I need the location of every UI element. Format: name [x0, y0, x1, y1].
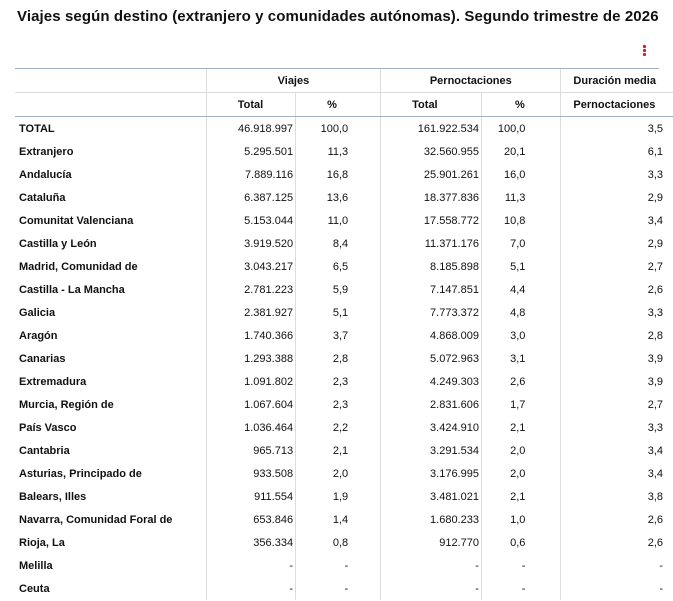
table-row	[15, 278, 673, 301]
cell-pernoct-pct: 2,6	[481, 370, 560, 393]
cell-duracion-media: -	[561, 577, 673, 600]
cell-duracion-media: 3,4	[561, 462, 673, 485]
header-viajes-pct: %	[296, 93, 381, 117]
cell-pernoct-pct: 4,4	[481, 278, 560, 301]
header-duracion-pernoct: Pernoctaciones	[561, 93, 673, 117]
table-row	[15, 508, 673, 531]
row-label: Madrid, Comunidad de	[19, 260, 138, 273]
cell-pernoct-total: 32.560.955	[381, 140, 482, 163]
cell-viajes-total: -	[206, 577, 295, 600]
cell-pernoct-total: 11.371.176	[381, 232, 482, 255]
header-viajes-total: Total	[206, 93, 295, 117]
row-label: Castilla - La Mancha	[19, 283, 125, 296]
cell-pernoct-pct: 2,1	[481, 416, 560, 439]
row-label: Cataluña	[19, 191, 66, 204]
cell-pernoct-pct: 100,0	[481, 117, 560, 141]
cell-viajes-pct: 1,9	[296, 485, 381, 508]
cell-pernoct-pct: 4,8	[481, 301, 560, 324]
cell-viajes-pct: 5,9	[296, 278, 381, 301]
header-empty	[15, 69, 206, 93]
cell-viajes-total: 965.713	[206, 439, 295, 462]
header-empty-sub	[15, 93, 206, 117]
table-row	[15, 163, 673, 186]
cell-duracion-media: 2,8	[561, 324, 673, 347]
cell-pernoct-total: 912.770	[381, 531, 482, 554]
cell-pernoct-pct: 5,1	[481, 255, 560, 278]
cell-pernoct-pct: 2,1	[481, 485, 560, 508]
cell-pernoct-pct: -	[481, 554, 560, 577]
header-duracion-media: Duración media	[561, 69, 673, 93]
cell-duracion-media: 2,6	[561, 508, 673, 531]
cell-pernoct-total: 18.377.836	[381, 186, 482, 209]
cell-pernoct-total: 4.868.009	[381, 324, 482, 347]
cell-pernoct-pct: -	[481, 577, 560, 600]
table-row	[15, 462, 673, 485]
cell-viajes-total: 5.153.044	[206, 209, 295, 232]
cell-pernoct-pct: 20,1	[481, 140, 560, 163]
cell-pernoct-total: -	[381, 577, 482, 600]
row-label: Extranjero	[19, 145, 74, 158]
row-label: Andalucía	[19, 168, 72, 181]
table-row	[15, 140, 673, 163]
cell-duracion-media: 6,1	[561, 140, 673, 163]
cell-viajes-pct: 8,4	[296, 232, 381, 255]
row-label: Rioja, La	[19, 536, 65, 549]
cell-duracion-media: 2,6	[561, 278, 673, 301]
cell-pernoct-pct: 1,7	[481, 393, 560, 416]
row-label: Cantabria	[19, 444, 70, 457]
cell-viajes-pct: 16,8	[296, 163, 381, 186]
header-row-sub	[15, 93, 673, 117]
cell-pernoct-total: 7.147.851	[381, 278, 482, 301]
cell-pernoct-total: 3.424.910	[381, 416, 482, 439]
cell-viajes-pct: 2,0	[296, 462, 381, 485]
cell-viajes-total: 7.889.116	[206, 163, 295, 186]
table-row	[15, 531, 673, 554]
row-label: Murcia, Región de	[19, 398, 114, 411]
cell-viajes-total: 3.919.520	[206, 232, 295, 255]
header-viajes: Viajes	[206, 69, 380, 93]
cell-pernoct-pct: 7,0	[481, 232, 560, 255]
table-row	[15, 186, 673, 209]
cell-viajes-pct: 100,0	[296, 117, 381, 141]
cell-duracion-media: 2,6	[561, 531, 673, 554]
cell-pernoct-total: 3.481.021	[381, 485, 482, 508]
table-row	[15, 255, 673, 278]
table-row	[15, 577, 673, 600]
row-label: Extremadura	[19, 375, 87, 388]
row-label: Galicia	[19, 306, 56, 319]
table-row	[15, 416, 673, 439]
table-row	[15, 485, 673, 508]
cell-duracion-media: 2,9	[561, 186, 673, 209]
cell-viajes-total: 2.381.927	[206, 301, 295, 324]
page-title: Viajes según destino (extranjero y comunidades autónomas). Segundo trimestre de 2026	[17, 8, 659, 25]
cell-pernoct-total: 25.901.261	[381, 163, 482, 186]
table-row	[15, 393, 673, 416]
row-label: País Vasco	[19, 421, 77, 434]
cell-pernoct-total: 2.831.606	[381, 393, 482, 416]
cell-viajes-total: 6.387.125	[206, 186, 295, 209]
cell-viajes-total: -	[206, 554, 295, 577]
cell-viajes-pct: 11,3	[296, 140, 381, 163]
cell-pernoct-total: 8.185.898	[381, 255, 482, 278]
row-label: Canarias	[19, 352, 66, 365]
cell-pernoct-pct: 11,3	[481, 186, 560, 209]
cell-viajes-total: 1.091.802	[206, 370, 295, 393]
cell-pernoct-total: 5.072.963	[381, 347, 482, 370]
cell-viajes-total: 356.334	[206, 531, 295, 554]
cell-pernoct-pct: 3,1	[481, 347, 560, 370]
header-pernoct-pct: %	[481, 93, 560, 117]
cell-viajes-pct: 2,8	[296, 347, 381, 370]
cell-viajes-pct: 6,5	[296, 255, 381, 278]
table-row	[15, 324, 673, 347]
cell-duracion-media: 3,4	[561, 209, 673, 232]
cell-pernoct-total: -	[381, 554, 482, 577]
cell-viajes-pct: 3,7	[296, 324, 381, 347]
table-row	[15, 232, 673, 255]
cell-viajes-total: 46.918.997	[206, 117, 295, 141]
cell-viajes-total: 2.781.223	[206, 278, 295, 301]
cell-duracion-media: 2,9	[561, 232, 673, 255]
vertical-dots-icon[interactable]	[641, 45, 647, 61]
row-label: Castilla y León	[19, 237, 97, 250]
table-row	[15, 117, 673, 141]
cell-viajes-total: 1.067.604	[206, 393, 295, 416]
cell-viajes-pct: -	[296, 577, 381, 600]
cell-pernoct-total: 3.176.995	[381, 462, 482, 485]
cell-pernoct-total: 7.773.372	[381, 301, 482, 324]
cell-pernoct-pct: 16,0	[481, 163, 560, 186]
cell-pernoct-pct: 3,0	[481, 324, 560, 347]
table-row	[15, 554, 673, 577]
row-label: Melilla	[19, 559, 53, 572]
cell-viajes-pct: 2,3	[296, 370, 381, 393]
table-row	[15, 370, 673, 393]
cell-duracion-media: 3,5	[561, 117, 673, 141]
cell-viajes-pct: 0,8	[296, 531, 381, 554]
cell-viajes-total: 1.036.464	[206, 416, 295, 439]
cell-pernoct-pct: 0,6	[481, 531, 560, 554]
table-row	[15, 209, 673, 232]
cell-viajes-total: 3.043.217	[206, 255, 295, 278]
cell-pernoct-pct: 2,0	[481, 439, 560, 462]
cell-pernoct-pct: 10,8	[481, 209, 560, 232]
row-label: Asturias, Principado de	[19, 467, 142, 480]
cell-duracion-media: 3,9	[561, 347, 673, 370]
row-label: Ceuta	[19, 582, 50, 595]
row-label: Comunitat Valenciana	[19, 214, 134, 227]
header-pernoctaciones: Pernoctaciones	[381, 69, 561, 93]
row-label: Aragón	[19, 329, 58, 342]
row-label: Balears, Illes	[19, 490, 87, 503]
header-pernoct-total: Total	[381, 93, 482, 117]
cell-viajes-total: 5.295.501	[206, 140, 295, 163]
cell-pernoct-pct: 2,0	[481, 462, 560, 485]
cell-duracion-media: -	[561, 554, 673, 577]
cell-duracion-media: 3,3	[561, 416, 673, 439]
cell-duracion-media: 2,7	[561, 393, 673, 416]
cell-pernoct-total: 4.249.303	[381, 370, 482, 393]
cell-pernoct-total: 161.922.534	[381, 117, 482, 141]
cell-viajes-pct: 11,0	[296, 209, 381, 232]
cell-viajes-pct: 2,3	[296, 393, 381, 416]
table-row	[15, 347, 673, 370]
cell-viajes-pct: 13,6	[296, 186, 381, 209]
cell-viajes-pct: 2,2	[296, 416, 381, 439]
cell-pernoct-total: 1.680.233	[381, 508, 482, 531]
cell-duracion-media: 3,8	[561, 485, 673, 508]
row-label: Navarra, Comunidad Foral de	[19, 513, 173, 526]
cell-viajes-total: 1.293.388	[206, 347, 295, 370]
cell-duracion-media: 3,9	[561, 370, 673, 393]
cell-viajes-total: 653.846	[206, 508, 295, 531]
table-row	[15, 301, 673, 324]
cell-viajes-pct: -	[296, 554, 381, 577]
cell-duracion-media: 3,3	[561, 301, 673, 324]
cell-pernoct-total: 3.291.534	[381, 439, 482, 462]
cell-viajes-pct: 2,1	[296, 439, 381, 462]
table-row	[15, 439, 673, 462]
cell-viajes-total: 1.740.366	[206, 324, 295, 347]
row-label: TOTAL	[19, 122, 55, 135]
cell-pernoct-pct: 1,0	[481, 508, 560, 531]
header-row-groups	[15, 69, 673, 93]
cell-duracion-media: 3,3	[561, 163, 673, 186]
cell-viajes-total: 933.508	[206, 462, 295, 485]
cell-viajes-total: 911.554	[206, 485, 295, 508]
data-table	[15, 69, 673, 600]
cell-pernoct-total: 17.558.772	[381, 209, 482, 232]
cell-viajes-pct: 1,4	[296, 508, 381, 531]
cell-duracion-media: 3,4	[561, 439, 673, 462]
cell-duracion-media: 2,7	[561, 255, 673, 278]
cell-viajes-pct: 5,1	[296, 301, 381, 324]
